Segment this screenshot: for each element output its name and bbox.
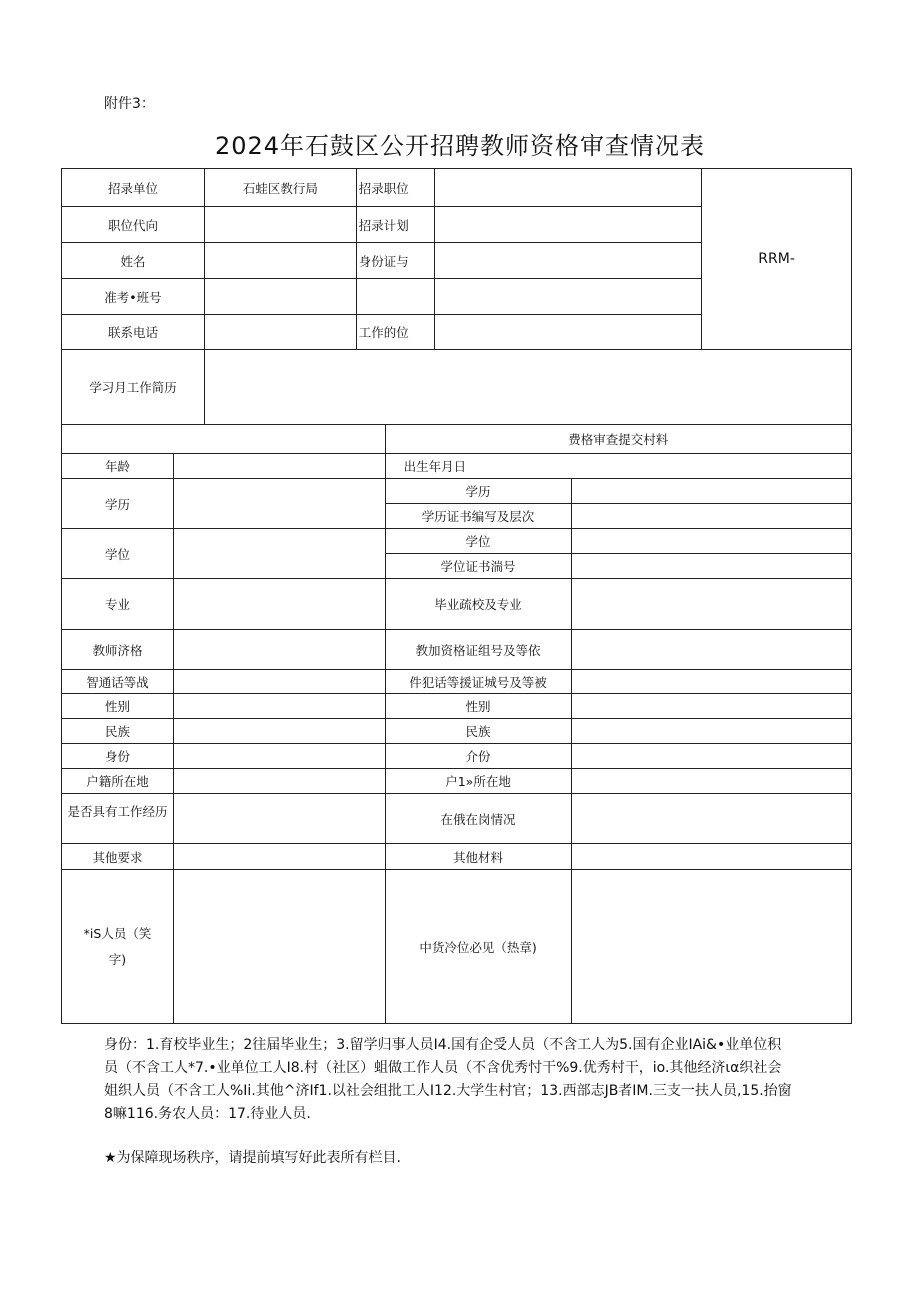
birth-label: 出生年月日 — [385, 454, 851, 479]
teacher-cert-cell[interactable] — [173, 630, 385, 670]
education-review-cell[interactable] — [571, 479, 852, 504]
unit-opinion-label: 中货冷位必见（热章) — [385, 870, 571, 1024]
review-header-blank — [62, 425, 386, 454]
review-table — [61, 424, 852, 1024]
notes-line-2: 员（不含工人*7.•业单位工人I8.村（社区）蛆做工作人员（不含优秀忖干%9.优秀村干，io.其他经济ια织社会 — [104, 1060, 782, 1076]
major-review-label: 毕业疏校及专业 — [385, 579, 571, 630]
recruit-unit-value: 石蛙区教行局 — [204, 169, 356, 207]
degree-label: 学位 — [62, 529, 174, 579]
gender-review-cell[interactable] — [571, 694, 852, 719]
education-cell[interactable] — [173, 479, 385, 529]
reviewer-signature-cell[interactable] — [173, 870, 385, 1024]
teacher-cert-review-label: 教加资格证组号及等依 — [385, 630, 571, 670]
unit-opinion-cell[interactable] — [571, 870, 852, 1024]
gender-label: 性别 — [62, 694, 174, 719]
education-review-label: 学历 — [385, 479, 571, 504]
other-materials-cell[interactable] — [571, 844, 852, 870]
phone-label: 联系电话 — [62, 315, 205, 350]
work-experience-cell[interactable] — [173, 794, 385, 844]
name-label: 姓名 — [62, 243, 205, 279]
applicant-info-table — [61, 168, 852, 425]
identity-cell[interactable] — [173, 744, 385, 769]
mandarin-review-label: 件犯话等援证城号及等被 — [385, 670, 571, 694]
major-label: 专业 — [62, 579, 174, 630]
resume-label: 学习月工作简历 — [62, 350, 205, 425]
gender-review-label: 性别 — [385, 694, 571, 719]
notes-line-1: 身份：1.育校毕业生；2往届毕业生；3.留学归事人员I4.国有企受人员（不含工人为5.国有企业IAi&•业单位积 — [104, 1037, 782, 1053]
age-cell[interactable] — [173, 454, 385, 479]
reviewer-line-1: *iS人员（笑 — [83, 925, 152, 941]
teacher-cert-label: 教师济格 — [62, 630, 174, 670]
education-cert-label: 学历证书编写及层次 — [385, 504, 571, 529]
household-label: 户籍所在地 — [62, 769, 174, 794]
reviewer-signature-label — [62, 870, 174, 1024]
ethnicity-review-cell[interactable] — [571, 719, 852, 744]
degree-cert-cell[interactable] — [571, 554, 852, 579]
identity-review-cell[interactable] — [571, 744, 852, 769]
major-review-cell[interactable] — [571, 579, 852, 630]
identity-label: 身份 — [62, 744, 174, 769]
mandarin-review-cell[interactable] — [571, 670, 852, 694]
reviewer-line-2: 字) — [108, 951, 127, 967]
other-materials-label: 其他材料 — [385, 844, 571, 870]
review-header: 费格审查提交村料 — [385, 425, 851, 454]
degree-cert-label: 学位证书湍号 — [385, 554, 571, 579]
ethnicity-label: 民族 — [62, 719, 174, 744]
photo-cell — [702, 169, 852, 350]
name-cell[interactable] — [204, 243, 356, 279]
ethnicity-cell[interactable] — [173, 719, 385, 744]
work-unit-cell[interactable] — [434, 315, 701, 350]
recruit-unit-label: 招录单位 — [62, 169, 205, 207]
position-code-label: 职位代向 — [62, 207, 205, 243]
id-label: 身份证与 — [356, 243, 434, 279]
resume-cell[interactable] — [204, 350, 851, 425]
employment-status-label: 在俄在岗情况 — [385, 794, 571, 844]
work-unit-label: 工作的位 — [356, 315, 434, 350]
page-title: 2024年石鼓区公开招聘教师资格审查情况表 — [214, 132, 706, 160]
household-review-cell[interactable] — [571, 769, 852, 794]
work-experience-label: 是否具有工作经历 — [62, 794, 174, 844]
notes-line-3: 姐织人员（不含工人%Ii.其他^济If1.以社会组批工人I12.大学生村官；13.西部志JB者IM.三支一扶人员,15.抬窗 — [104, 1083, 792, 1099]
id-cell[interactable] — [434, 243, 701, 279]
age-label: 年龄 — [62, 454, 174, 479]
photo-text: RRM- — [758, 251, 795, 267]
degree-review-cell[interactable] — [571, 529, 852, 554]
household-cell[interactable] — [173, 769, 385, 794]
identity-notes — [104, 1034, 854, 1126]
recruit-position-cell[interactable] — [434, 169, 701, 207]
notes-line-4: 8嘛116.务农人员：17.待业人员. — [104, 1106, 311, 1122]
teacher-cert-review-cell[interactable] — [571, 630, 852, 670]
household-review-label: 户1»所在地 — [385, 769, 571, 794]
identity-review-label: 介份 — [385, 744, 571, 769]
recruit-plan-cell[interactable] — [434, 207, 701, 243]
exam-extra-cell[interactable] — [356, 279, 434, 315]
gender-cell[interactable] — [173, 694, 385, 719]
position-code-cell[interactable] — [204, 207, 356, 243]
phone-cell[interactable] — [204, 315, 356, 350]
attachment-label: 附件3： — [104, 96, 155, 112]
exam-no-label: 准考•班号 — [62, 279, 205, 315]
degree-review-label: 学位 — [385, 529, 571, 554]
recruit-position-label: 招录职位 — [356, 169, 434, 207]
exam-extra-cell-2[interactable] — [434, 279, 701, 315]
footer-note: ★为保障现场秩序，请提前填写好此表所有栏目. — [104, 1150, 401, 1166]
mandarin-cell[interactable] — [173, 670, 385, 694]
education-label: 学历 — [62, 479, 174, 529]
other-requirements-label: 其他要求 — [62, 844, 174, 870]
ethnicity-review-label: 民族 — [385, 719, 571, 744]
recruit-plan-label: 招录计划 — [356, 207, 434, 243]
mandarin-label: 智通话等战 — [62, 670, 174, 694]
other-requirements-cell[interactable] — [173, 844, 385, 870]
education-cert-cell[interactable] — [571, 504, 852, 529]
major-cell[interactable] — [173, 579, 385, 630]
degree-cell[interactable] — [173, 529, 385, 579]
exam-no-cell[interactable] — [204, 279, 356, 315]
employment-status-cell[interactable] — [571, 794, 852, 844]
